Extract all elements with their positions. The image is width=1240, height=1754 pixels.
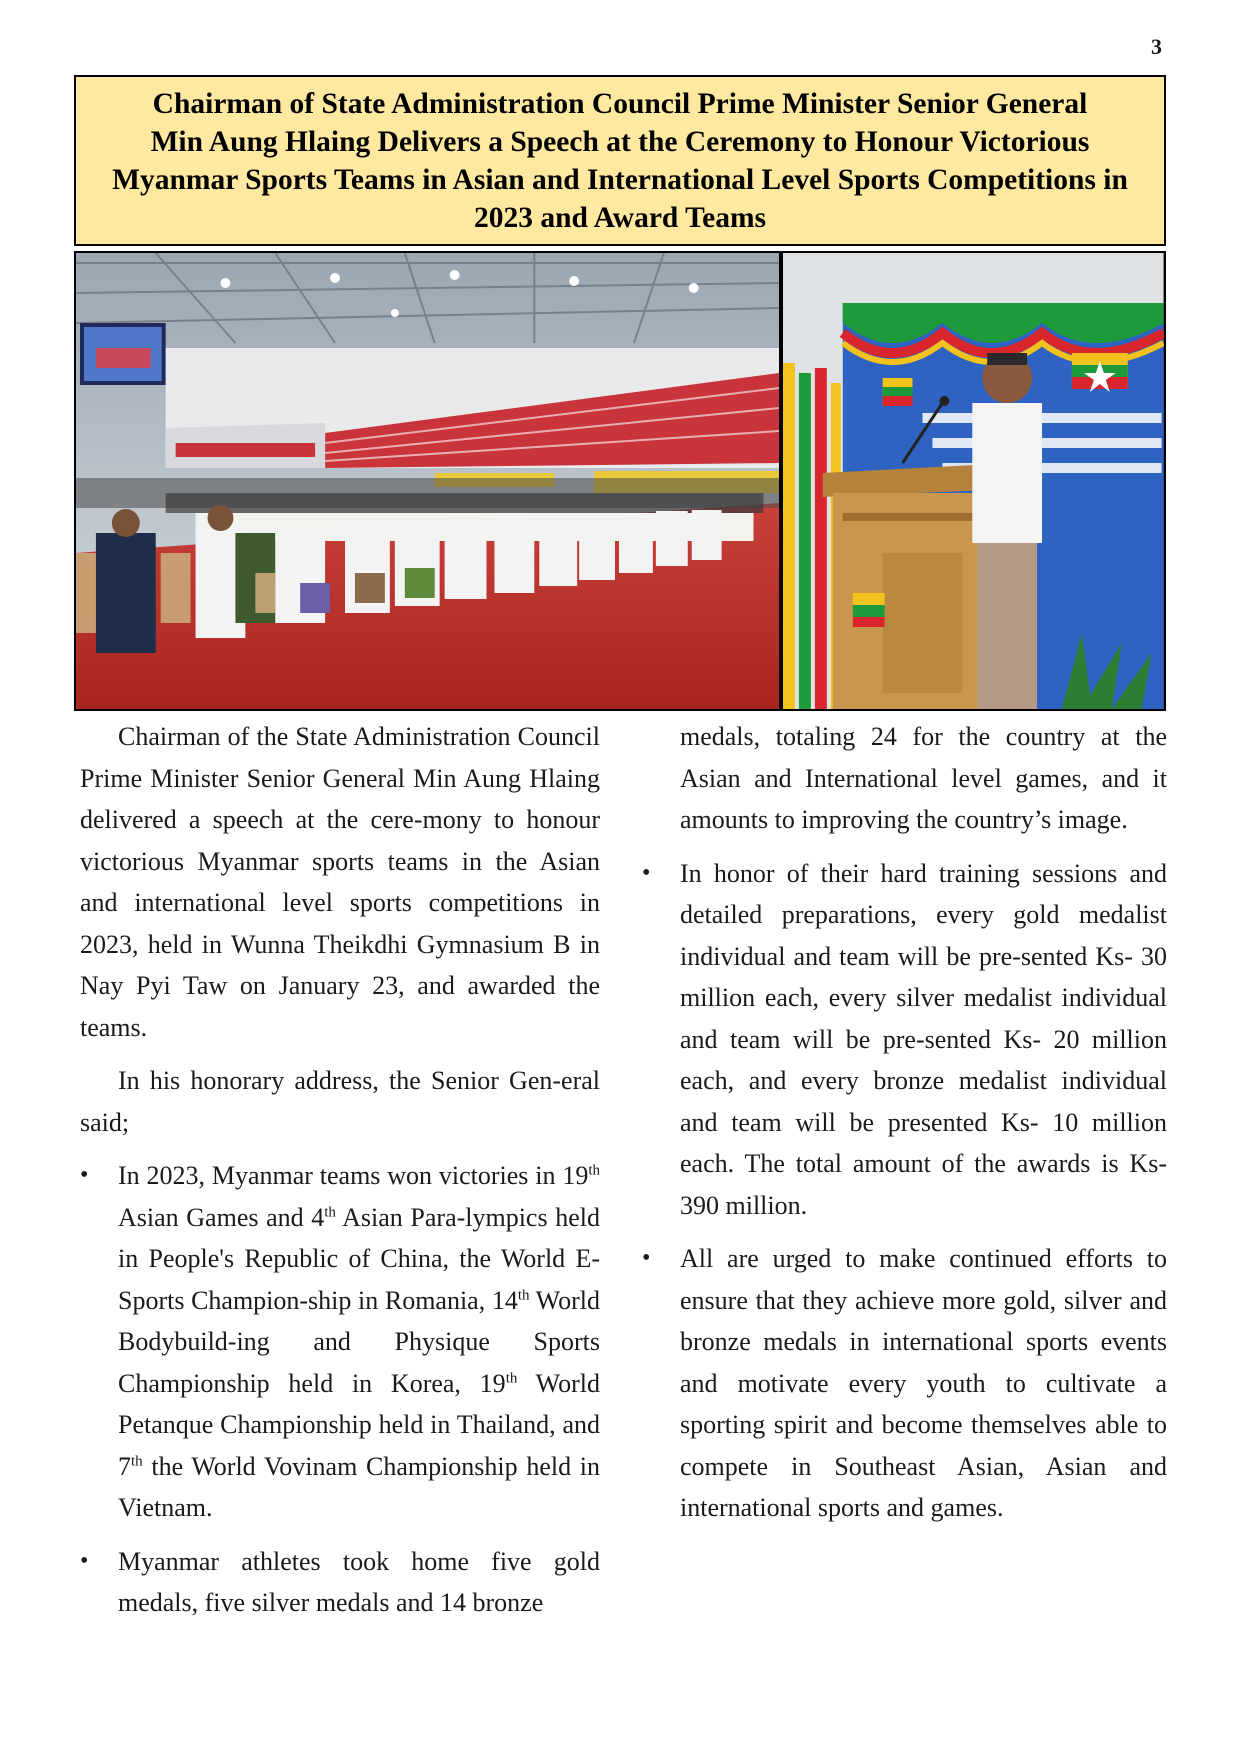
- bullet-efforts: • All are urged to make continued efforts to ensure that they achieve more gold, silver and bronze medals in international sports events and motivate every youth to cultivate a sporting spirit and become themselves able to compete in Southeast Asian, Asian and international sports and games.: [642, 1238, 1167, 1529]
- ordinal-suffix: th: [324, 1203, 336, 1220]
- bullet-victories-text-5: World Petanque Championship held in Thailand, and 7: [118, 1368, 600, 1481]
- bullet-medals: • Myanmar athletes took home five gold medals, five silver medals and 14 bronze: [80, 1541, 600, 1624]
- left-column: [80, 716, 600, 1624]
- ordinal-suffix: th: [517, 1286, 530, 1303]
- bullet-victories: [80, 1155, 600, 1529]
- headline: [112, 85, 1128, 237]
- bullet-awards: • In honor of their hard training sessions and detailed preparations, every gold medalist individual and team will be pre-sented Ks- 30 million each, every silver medalist individual and team will be pre-sented Ks- 20 million each, and every bronze medalist individual and team will be presented Ks- 10 million each. The total amount of the awards is Ks-390 million.: [642, 853, 1167, 1227]
- intro-paragraph: Chairman of the State Administration Council Prime Minister Senior General Min Aung Hlaing delivered a speech at the cere-mony to honour victorious Myanmar sports teams in the Asian and international level sports competitions in 2023, held in Wunna Theikdhi Gymnasium B in Nay Pyi Taw on January 23, and awarded the teams.: [80, 722, 600, 1042]
- speaker-photo: [783, 253, 1164, 709]
- bullet-victories-text-4: World Bodybuild-ing and Physique Sports Championship held in Korea, 19: [118, 1285, 600, 1398]
- headline-box: [74, 75, 1166, 246]
- bullet-victories-text-6: the World Vovinam Championship held in Vietnam.: [118, 1451, 600, 1522]
- headline-line-3: Myanmar Sports Teams in Asian and International Level Sports Competitions in: [112, 163, 1128, 196]
- headline-line-4: 2023 and Award Teams: [473, 201, 767, 234]
- ordinal-suffix: th: [505, 1369, 518, 1386]
- bullet-victories-text-2: Asian Games and 4: [118, 1202, 325, 1232]
- photo-strip: [74, 251, 1166, 711]
- right-column: [680, 716, 1167, 1529]
- gymnasium-photo: [76, 253, 779, 709]
- ordinal-suffix: th: [131, 1452, 143, 1469]
- ordinal-suffix: th: [588, 1162, 600, 1179]
- page-number: 3: [1151, 34, 1162, 59]
- address-intro-paragraph: In his honorary address, the Senior Gen-eral said;: [80, 1066, 600, 1137]
- headline-line-1: Chairman of State Administration Council Prime Minister Senior General: [152, 87, 1088, 120]
- bullet-victories-text-3: Asian Para-lympics held in People's Republic of China, the World E-Sports Champion-ship in Romania, 14: [118, 1202, 600, 1315]
- headline-line-2: Min Aung Hlaing Delivers a Speech at the Ceremony to Honour Victorious: [150, 125, 1090, 158]
- bullet-victories-text-1: In 2023, Myanmar teams won victories in 19: [118, 1161, 589, 1190]
- bullet-medals-continued: medals, totaling 24 for the country at the Asian and International level games, and it amounts to improving the country’s image.: [680, 722, 1167, 834]
